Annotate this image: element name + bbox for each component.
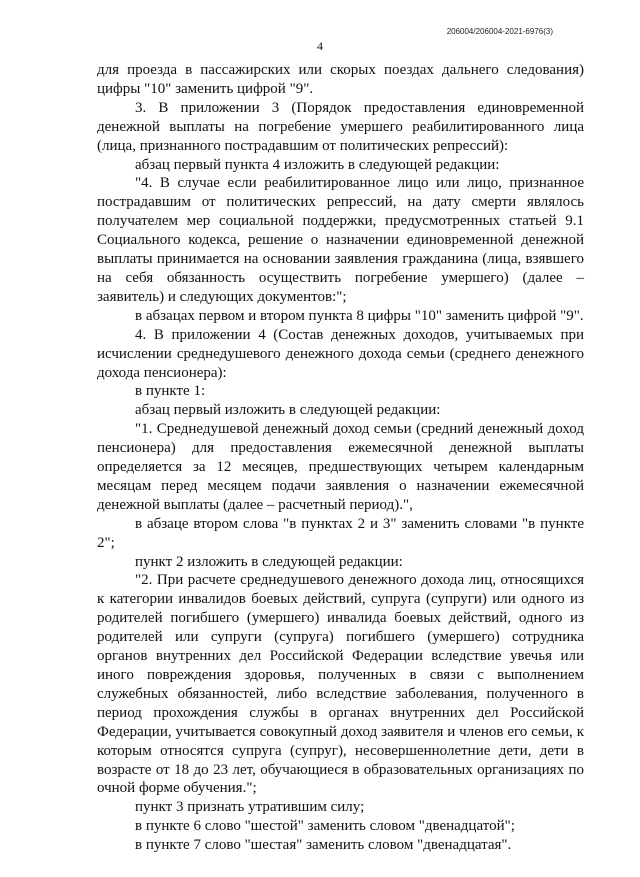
paragraph-instruction: в пункте 6 слово "шестой" заменить словом "двенадцатой"; xyxy=(135,818,515,835)
paragraph-instruction: пункт 2 изложить в следующей редакции: xyxy=(135,553,403,570)
paragraph-instruction: абзац первый пункта 4 изложить в следующей редакции: xyxy=(135,156,500,173)
paragraph-item-3: 3. В приложении 3 (Порядок предоставления единовременной денежной выплаты на погребение умершего реабилитированного лица (лица, признанного пострадавшим от политических репрессий): xyxy=(97,99,584,154)
paragraph-quote: "1. Среднедушевой денежный доход семьи (средний денежный доход пенсионера) для предоставления ежемесячной денежной выплаты определяется за 12 месяцев, предшествующих четырем календарным месяцам перед месяцем подачи заявления о назначении ежемесячной денежной выплаты (далее – расчетный период).", xyxy=(97,421,584,513)
paragraph-instruction: пункт 3 признать утратившим силу; xyxy=(135,799,365,816)
paragraph-instruction: в пункте 7 слово "шестая" заменить словом "двенадцатая". xyxy=(135,837,512,854)
paragraph-instruction: абзац первый изложить в следующей редакции: xyxy=(135,402,441,419)
paragraph-item-4: 4. В приложении 4 (Состав денежных доходов, учитываемых при исчислении среднедушевого денежного дохода семьи (среднего денежного дохода пенсионера): xyxy=(97,326,584,381)
paragraph-instruction: в абзацах первом и втором пункта 8 цифры "10" заменить цифрой "9". xyxy=(135,307,584,324)
document-body xyxy=(97,61,584,855)
paragraph-continuation: для проезда в пассажирских или скорых поездах дальнего следования) цифры "10" заменить цифрой "9". xyxy=(97,62,584,97)
paragraph-quote: "2. При расчете среднедушевого денежного дохода лиц, относящихся к категории инвалидов боевых действий, супруга (супруги) или одного из родителей погибшего (умершего) инвалида боевых действий, одного из родителей или супруги (супруга) погибшего (умершего) сотрудника органов внутренних дел Российской Федерации вследствие увечья или иного повреждения здоровья, полученных в связи с выполнением служебных обязанностей, либо вследствие заболевания, полученного в период прохождения службы в органах внутренних дел Российской Федерации, учитывается совокупный доход заявителя и членов его семьи, к которым относятся супруга (супруг), несовершеннолетние дети, дети в возрасте от 18 до 23 лет, обучающиеся в образовательных организациях по очной форме обучения."; xyxy=(97,572,584,797)
document-id: 206004/206004-2021-6976(3) xyxy=(446,27,553,36)
page-number: 4 xyxy=(317,39,323,53)
paragraph-instruction: в пункте 1: xyxy=(135,383,206,400)
paragraph-quote: "4. В случае если реабилитированное лицо или лицо, признанное пострадавшим от политических репрессий, на дату смерти являлось получателем мер социальной поддержки, предусмотренных статьей 9.1 Социального кодекса, решение о назначении единовременной денежной выплаты принимается на основании заявления гражданина (лица, взявшего на себя обязанность осуществить погребение умершего) (далее – заявитель) и следующих документов:"; xyxy=(97,175,584,305)
paragraph-instruction: в абзаце втором слова "в пунктах 2 и 3" заменить словами "в пункте 2"; xyxy=(97,515,584,551)
